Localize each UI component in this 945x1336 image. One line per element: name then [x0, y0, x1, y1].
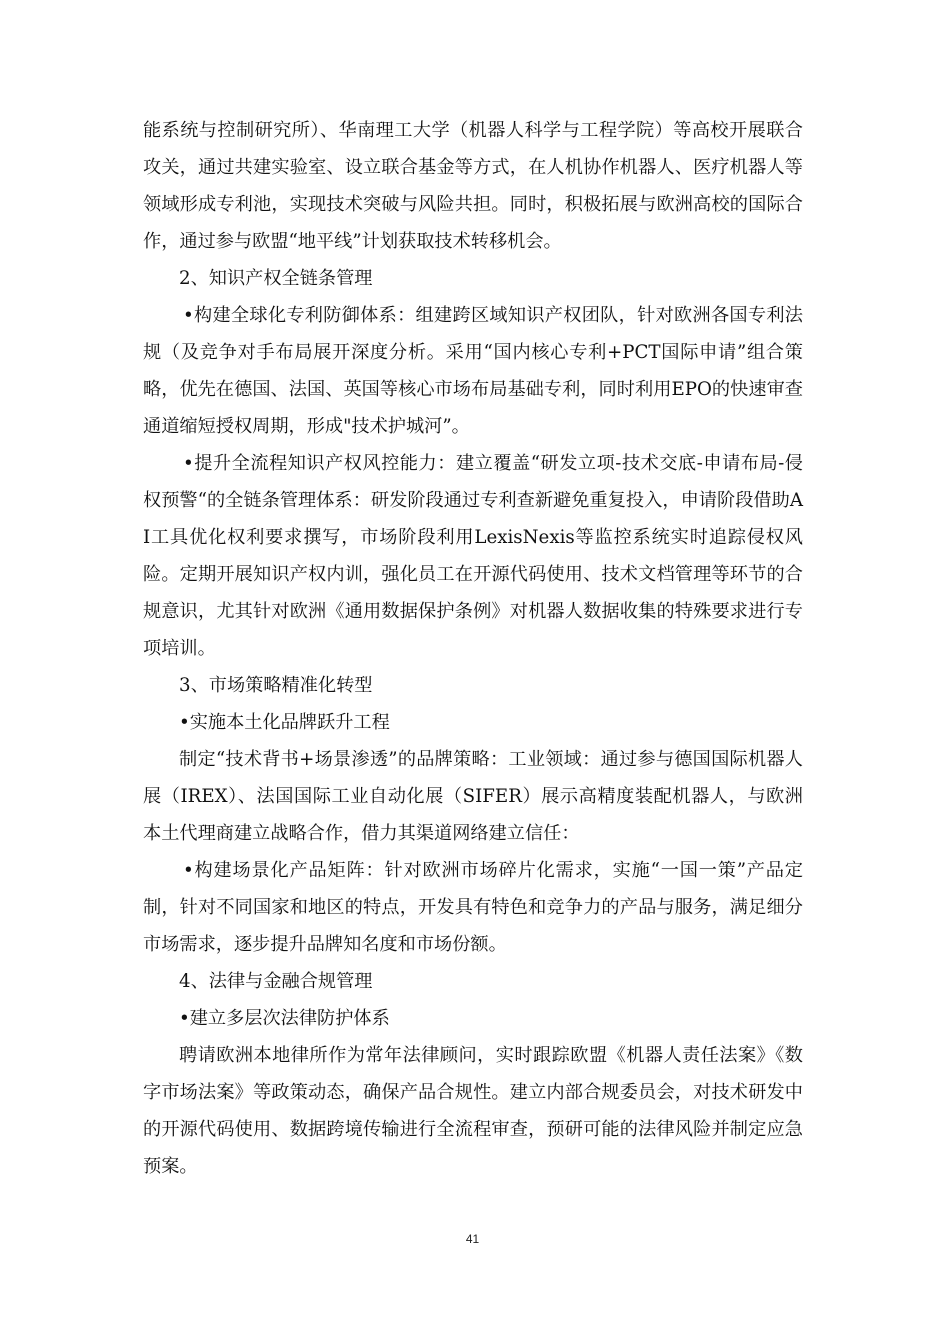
section-heading-market-strategy: 3、市场策略精准化转型 [179, 675, 373, 696]
bullet-patent-defense: •构建全球化专利防御体系：组建跨区域知识产权团队，针对欧洲各国专利法规（及竞争对手布局展开深度分析。采用“国内核心专利+PCT国际申请”组合策略，优先在德国、法国、英国等核心市场布局基础专利，同时利用EPO的快速审查通道缩短授权周期，形成"技术护城河”。 [143, 305, 803, 437]
paragraph-legal-counsel: 聘请欧洲本地律所作为常年法律顾问，实时跟踪欧盟《机器人责任法案》《数字市场法案》等政策动态，确保产品合规性。建立内部合规委员会，对技术研发中的开源代码使用、数据跨境传输进行全流程审查，预研可能的法律风险并制定应急预案。 [143, 1045, 803, 1177]
section-heading-legal-finance: 4、法律与金融合规管理 [179, 971, 373, 992]
bullet-product-matrix: •构建场景化产品矩阵：针对欧洲市场碎片化需求，实施“一国一策”产品定制，针对不同国家和地区的特点，开发具有特色和竞争力的产品与服务，满足细分市场需求，逐步提升品牌知名度和市场份额。 [143, 860, 803, 955]
page-number: 41 [465, 1232, 480, 1246]
bullet-legal-protection: •建立多层次法律防护体系 [179, 1008, 390, 1029]
bullet-brand-upgrade: •实施本土化品牌跃升工程 [179, 712, 390, 733]
paragraph-continuation: 能系统与控制研究所）、华南理工大学（机器人科学与工程学院）等高校开展联合攻关，通过共建实验室、设立联合基金等方式，在人机协作机器人、医疗机器人等领域形成专利池，实现技术突破与风险共担。同时，积极拓展与欧洲高校的国际合作，通过参与欧盟“地平线”计划获取技术转移机会。 [143, 120, 803, 252]
page-body [143, 112, 803, 1185]
section-heading-ip-management: 2、知识产权全链条管理 [179, 268, 373, 289]
paragraph-brand-strategy: 制定“技术背书+场景渗透”的品牌策略：工业领域：通过参与德国国际机器人展（IREX）、法国国际工业自动化展（SIFER）展示高精度装配机器人，与欧洲本土代理商建立战略合作，借力其渠道网络建立信任： [143, 749, 803, 844]
bullet-ip-risk-control: •提升全流程知识产权风控能力：建立覆盖“研发立项-技术交底-申请布局-侵权预警“的全链条管理体系：研发阶段通过专利查新避免重复投入，申请阶段借助AI工具优化权利要求撰写，市场阶段利用LexisNexis等监控系统实时追踪侵权风险。定期开展知识产权内训，强化员工在开源代码使用、技术文档管理等环节的合规意识，尤其针对欧洲《通用数据保护条例》对机器人数据收集的特殊要求进行专项培训。 [143, 453, 803, 659]
